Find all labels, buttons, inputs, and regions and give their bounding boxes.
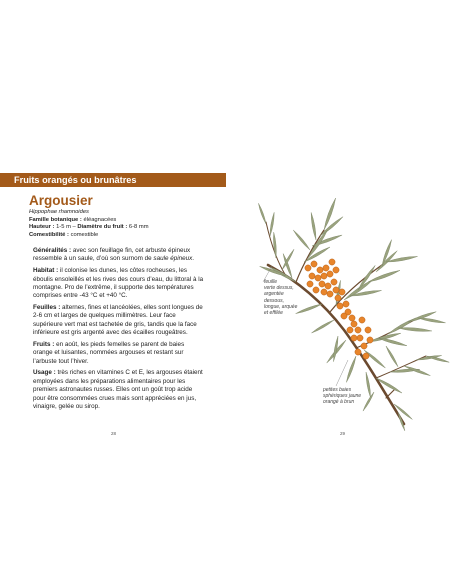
annotation-line: dessous,: [264, 297, 285, 304]
height-value: 1-5 m –: [56, 224, 76, 231]
description: [33, 247, 205, 415]
berry: [335, 295, 341, 301]
berry: [357, 335, 363, 341]
berry: [305, 265, 311, 271]
leaf: [292, 229, 311, 250]
leaf: [258, 203, 267, 224]
right-page: [226, 0, 452, 584]
edibility-label: Comestibilité :: [29, 231, 69, 238]
latin-name: Hippophae rhamnoides: [29, 209, 89, 215]
leaf: [273, 232, 278, 258]
section-label: Feuilles :: [33, 304, 61, 312]
berry: [327, 271, 333, 277]
section-italic: saule épineux: [153, 255, 193, 263]
berry: [329, 259, 335, 265]
leaf: [385, 345, 399, 367]
section-fruits: [33, 341, 205, 366]
leaf: [357, 265, 376, 291]
berry: [341, 313, 347, 319]
section-label: Usage :: [33, 369, 56, 377]
section-text: très riches en vitamines C et E, les argouses étaient employées dans les préparations alimentaires pour les premiers astronautes russes. Elles ont un goût trop acide pour être consommées crues mais sont appréciées en jus, vinaigre, gelée ou sirop.: [33, 369, 203, 411]
leaf: [269, 212, 275, 236]
berries: [305, 259, 373, 359]
leaf: [362, 392, 375, 412]
berry: [325, 283, 331, 289]
berry: [361, 343, 367, 349]
category-banner: [0, 173, 226, 187]
section-end: .: [192, 255, 195, 263]
section-label: Fruits :: [33, 340, 55, 348]
leaf: [323, 198, 338, 231]
berry: [351, 335, 357, 341]
berry: [367, 337, 373, 343]
berry: [333, 287, 339, 293]
family-label: Famille botanique :: [29, 216, 82, 223]
sea-buckthorn-illustration: [226, 0, 452, 584]
annotation-line: feuille: [264, 279, 278, 285]
annotation-line: petites baies: [323, 387, 352, 393]
species-name: Argousier: [29, 193, 93, 208]
species-meta: [29, 209, 219, 239]
berry: [319, 281, 325, 287]
leaf: [387, 317, 416, 335]
berry: [321, 289, 327, 295]
berry: [359, 317, 365, 323]
section-usage: [33, 369, 205, 411]
berry: [349, 315, 355, 321]
annotation-line: sphériques jaune: [323, 393, 362, 400]
annotation-line: orangé à brun: [323, 399, 355, 406]
berry: [339, 289, 345, 295]
berry: [363, 353, 369, 359]
leaf: [295, 303, 322, 315]
berry: [323, 265, 329, 271]
leaf: [345, 356, 357, 383]
leaf: [303, 246, 330, 263]
berry: [317, 267, 323, 273]
section-text: il colonise les dunes, les côtes rocheuses, les éboulis ensoleillés et les rives des cours d’eau, du littoral à la montagne. Pro de l’extrême, il supporte des températures comprises entre -43 °C et +40 °C.: [33, 267, 204, 300]
berry: [311, 261, 317, 267]
section-generalites: [33, 247, 205, 264]
annotation-line: argentée: [264, 291, 284, 298]
section-text: avec son feuillage fin, cet arbuste épineux ressemble à un saule, d’où son surnom de: [33, 247, 191, 263]
berry: [337, 303, 343, 309]
berry: [313, 287, 319, 293]
berry: [331, 279, 337, 285]
berry: [321, 273, 327, 279]
edibility-value: comestible: [70, 231, 99, 238]
section-feuilles: [33, 304, 205, 338]
annotation-line: verte dessus,: [264, 285, 294, 292]
leaf: [310, 212, 317, 240]
berry-annotation: [323, 387, 361, 406]
berry: [347, 327, 353, 333]
page-number-left: 28: [111, 431, 117, 436]
section-habitat: [33, 267, 205, 301]
berry: [365, 327, 371, 333]
family-value: éléagnacées: [83, 216, 117, 223]
category-title: Fruits orangés ou brunâtres: [14, 175, 137, 185]
berry: [355, 349, 361, 355]
berry: [327, 291, 333, 297]
berry: [307, 281, 313, 287]
leaf: [319, 216, 344, 237]
section-text: alternes, fines et lancéolées, elles sont longues de 2-6 cm et larges de quelques millimètres. Leur face supérieure vert mat est tachetée de gris, tandis que la face inférieure est gris argenté avec des écailles rougeâtres.: [33, 304, 203, 337]
section-text: en août, les pieds femelles se parent de baies orange et luisantes, nommées argouses et restant sur l’arbuste tout l’hiver.: [33, 340, 185, 365]
height-label: Hauteur :: [29, 224, 55, 231]
leaf: [365, 372, 372, 398]
annotation-line: et effilée: [264, 310, 283, 317]
berry: [355, 327, 361, 333]
leaf-annotation: [264, 279, 297, 316]
leaf: [311, 319, 335, 334]
leaf: [397, 412, 406, 431]
berry: [351, 321, 357, 327]
leaf: [378, 337, 408, 347]
fruit-value: 6-8 mm: [128, 224, 149, 231]
fruit-label: Diamètre du fruit :: [77, 224, 128, 231]
leaf: [398, 326, 432, 332]
page-number-right: 29: [340, 431, 346, 436]
berry: [315, 275, 321, 281]
berry: [309, 273, 315, 279]
section-label: Habitat :: [33, 267, 59, 275]
annotation-line: longue, arquée: [264, 303, 298, 310]
berry: [343, 301, 349, 307]
section-label: Généralités :: [33, 247, 72, 254]
berry: [333, 267, 339, 273]
